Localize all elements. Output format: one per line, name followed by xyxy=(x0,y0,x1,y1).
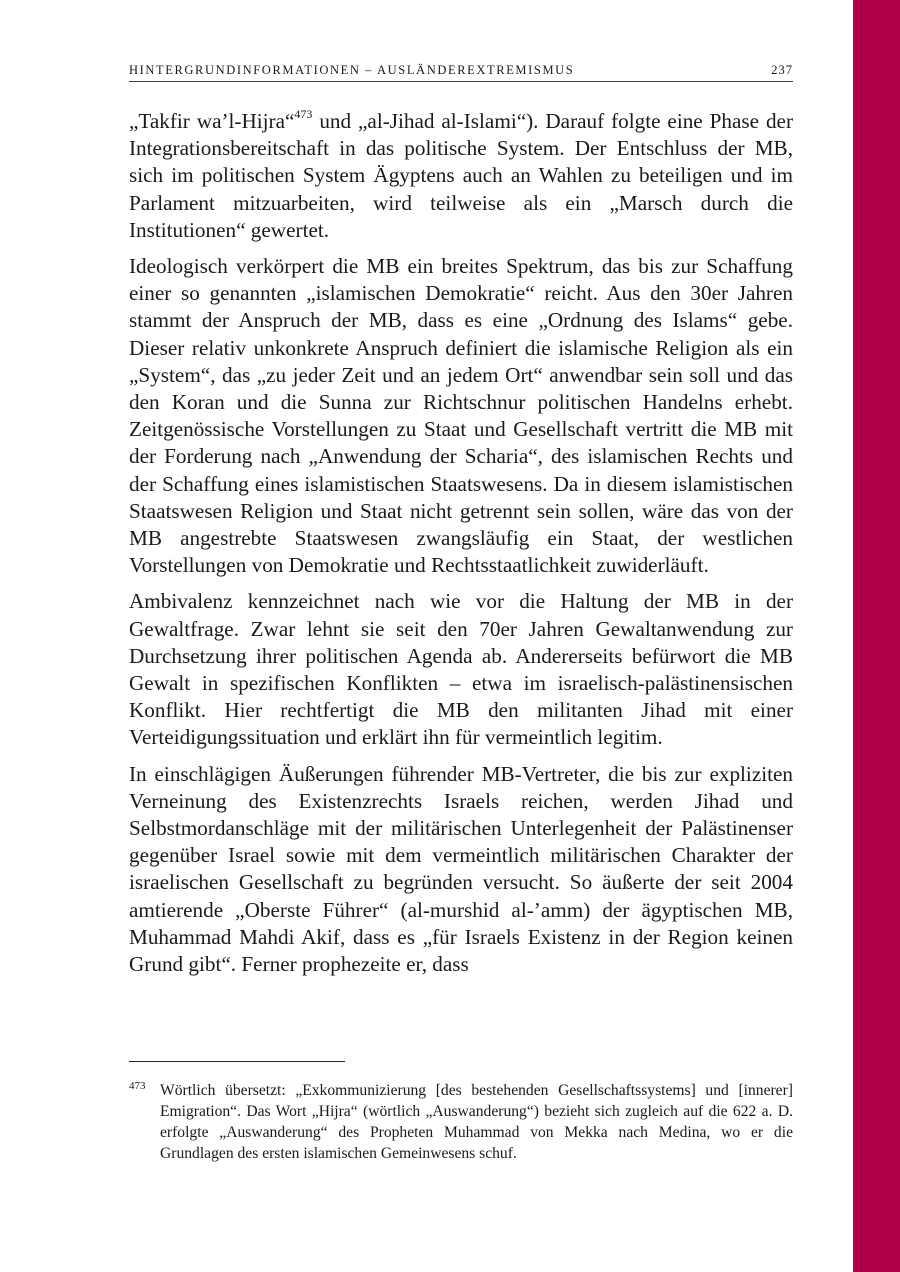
body-text xyxy=(129,108,793,987)
paragraph-1 xyxy=(129,108,793,244)
paragraph-1-start: „Takfir wa’l-Hijra“ xyxy=(129,109,295,133)
footnote-number: 473 xyxy=(129,1080,146,1092)
footnote xyxy=(129,1080,793,1164)
footnote-reference[interactable]: 473 xyxy=(294,106,313,121)
paragraph-3: Ambivalenz kennzeichnet nach wie vor die Haltung der MB in der Gewaltfrage. Zwar lehnt sie seit den 70er Jahren Gewaltanwendung zur Durchsetzung ihrer politischen Agenda ab. Andererseits befürwort die MB Gewalt in spezifischen Konflikten – etwa im israelisch-palästinensischen Konflikt. Hier rechtfertigt die MB den militanten Jihad mit einer Verteidigungssituation und erklärt ihn für vermeintlich legitim. xyxy=(129,589,793,750)
paragraph-2: Ideologisch verkörpert die MB ein breites Spektrum, das bis zur Schaffung einer so genannten „islamischen Demokratie“ reicht. Aus den 30er Jahren stammt der Anspruch der MB, dass es eine „Ordnung des Islams“ gebe. Dieser relativ unkonkrete Anspruch definiert die islamische Religion als ein „System“, das „zu jeder Zeit und an jedem Ort“ anwendbar sein soll und das den Koran und die Sunna zur Richtschnur politischen Handelns erhebt. Zeitgenössische Vorstellungen zu Staat und Gesellschaft vertritt die MB mit der Forderung nach „Anwendung der Scharia“, des islamischen Rechts und der Schaffung eines islamistischen Staatswesens. Da in diesem islamistischen Staatswesen Religion und Staat nicht getrennt sein sollen, wäre das von der MB angestrebte Staatswesen zwangsläufig ein Staat, der westlichen Vorstellungen von Demokratie und Rechtsstaatlichkeit zuwiderläuft. xyxy=(129,254,793,578)
running-header xyxy=(129,63,793,82)
paragraph-4: In einschlägigen Äußerungen führender MB-Vertreter, die bis zur expliziten Verneinung des Existenzrechts Israels reichen, werden Jihad und Selbstmordanschläge mit der militärischen Unterlegenheit der Palästinenser gegenüber Israel sowie mit dem vermeintlich militärischen Charakter der israelischen Gesellschaft zu begründen versucht. So äußerte der seit 2004 amtierende „Oberste Führer“ (al-murshid al-’amm) der ägyptischen MB, Muhammad Mahdi Akif, dass es „für Israels Existenz in der Region keinen Grund gibt“. Ferner prophezeite er, dass xyxy=(129,761,793,977)
page-number: 237 xyxy=(771,63,793,77)
side-color-bar xyxy=(853,0,900,1272)
running-title: HINTERGRUNDINFORMATIONEN – AUSLÄNDEREXTREMISMUS xyxy=(129,63,575,77)
paragraph-1-rest: und „al-Jihad al-Islami“). Darauf folgte eine Phase der Integrationsbereitschaft in das politische System. Der Entschluss der MB, sich im politischen System Ägyptens auch an Wahlen zu beteiligen und im Parlament mitzuarbeiten, wird teilweise als ein „Marsch durch die Institutionen“ gewertet. xyxy=(129,109,793,242)
footnote-divider xyxy=(129,1061,345,1062)
footnote-text: Wörtlich übersetzt: „Exkommunizierung [des bestehenden Gesellschaftssystems] und [innerer] Emigration“. Das Wort „Hijra“ (wörtlich „Auswanderung“) bezieht sich zugleich auf die 622 a. D. erfolgte „Auswanderung“ des Propheten Muhammad von Mekka nach Medina, wo er die Grundlagen des ersten islamischen Gemeinwesens schuf. xyxy=(160,1082,793,1162)
